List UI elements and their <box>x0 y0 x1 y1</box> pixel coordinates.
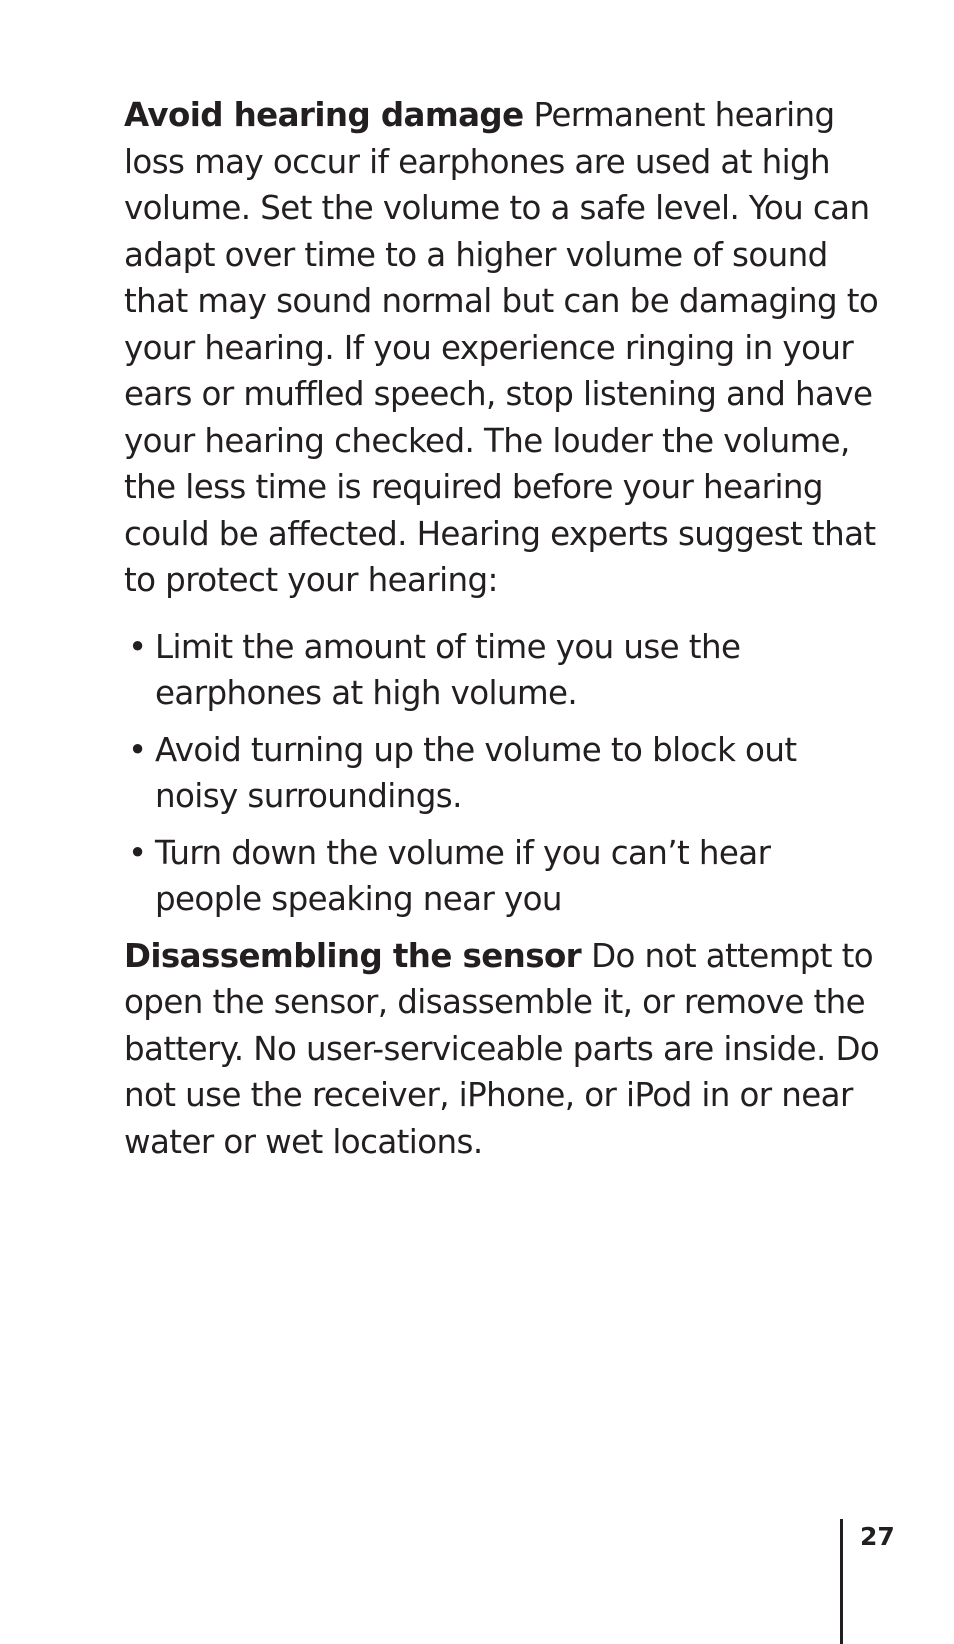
list-item <box>124 830 884 923</box>
list-item-text: Avoid turning up the volume to block out noisy surroundings. <box>155 730 797 815</box>
page-content <box>124 92 884 1165</box>
list-item <box>124 727 884 820</box>
hearing-damage-paragraph <box>124 92 884 604</box>
disassembling-paragraph <box>124 933 884 1166</box>
bullet-dot: • <box>128 730 147 769</box>
bullet-dot: • <box>128 833 147 872</box>
list-item <box>124 624 884 717</box>
list-item-text: Turn down the volume if you can’t hear people speaking near you <box>155 833 771 918</box>
hearing-damage-heading: Avoid hearing damage <box>124 96 524 134</box>
hearing-tips-list <box>124 624 884 923</box>
page-number: 27 <box>860 1522 895 1551</box>
disassembling-text: Do not attempt to open the sensor, disassemble it, or remove the battery. No user-serviceable parts are inside. Do not use the receiver, iPhone, or iPod in or near water or wet locations. <box>124 936 880 1161</box>
disassembling-heading: Disassembling the sensor <box>124 936 582 975</box>
hearing-damage-text: Permanent hearing loss may occur if earphones are used at high volume. Set the volume to a safe level. You can adapt over time to a higher volume of sound that may sound normal but can be damaging to your hearing. If you experience ringing in your ears or muffled speech, stop listening and have your hearing checked. The louder the volume, the less time is required before your hearing could be affected. Hearing experts suggest that to protect your hearing: <box>124 96 879 599</box>
page-number-rule <box>840 1519 843 1644</box>
bullet-dot: • <box>128 627 147 666</box>
list-item-text: Limit the amount of time you use the earphones at high volume. <box>155 627 741 712</box>
